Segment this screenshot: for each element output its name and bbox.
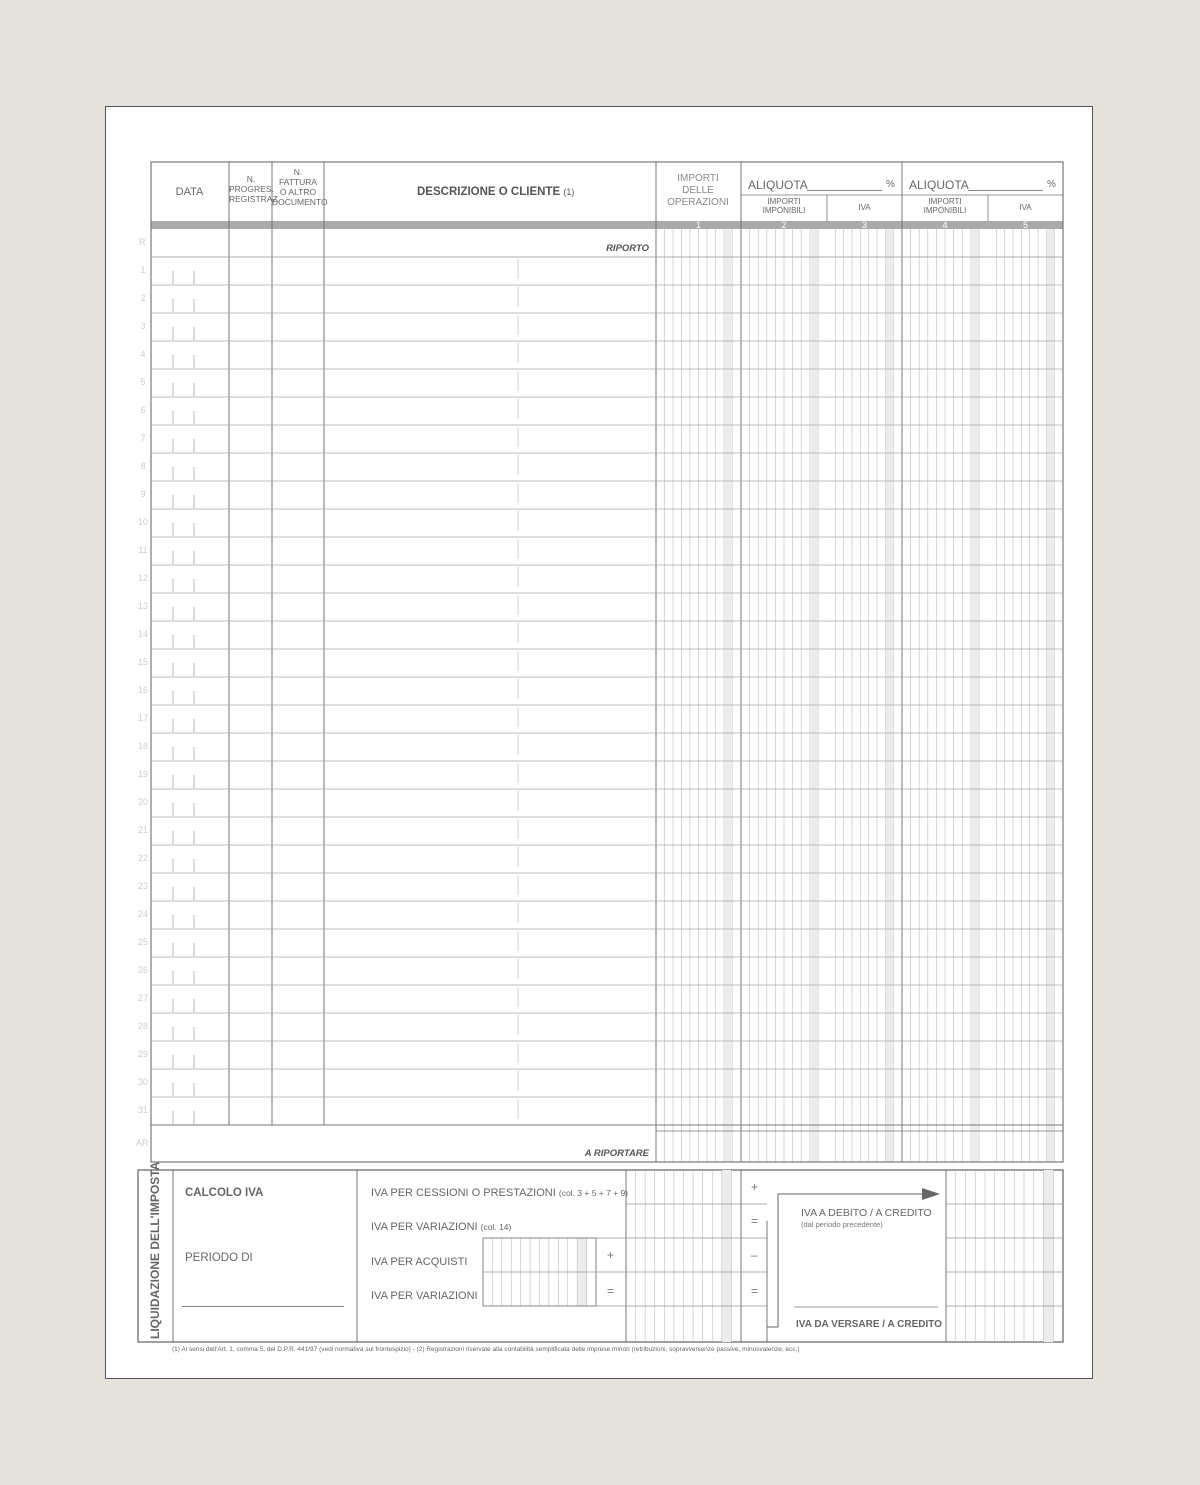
row-number: 31: [137, 1105, 148, 1115]
iva-debito-credito-label: IVA A DEBITO / A CREDITO: [801, 1207, 932, 1219]
col-number-2: 2: [781, 220, 787, 230]
row-number: 18: [137, 741, 148, 751]
final-digits-shade: [1044, 1170, 1054, 1342]
iva-cessioni-label: IVA PER CESSIONI O PRESTAZIONI (col. 3 + 5 + 7 + 9): [371, 1187, 629, 1199]
row-number: 9: [140, 489, 146, 499]
equals-sign-right-2: =: [751, 1284, 759, 1298]
row-number: 11: [138, 545, 148, 555]
calcolo-iva-label: CALCOLO IVA: [185, 1187, 264, 1199]
aliquota-line-1[interactable]: [807, 190, 882, 191]
equals-sign-right-1: =: [751, 1214, 759, 1228]
row-number: 29: [137, 1049, 148, 1059]
iva-acquisti-label: IVA PER ACQUISTI: [371, 1256, 468, 1268]
plus-sign-acquisti: +: [607, 1248, 615, 1262]
row-number: 27: [137, 993, 148, 1003]
row-number: 15: [137, 657, 148, 667]
percent-sign-1: %: [886, 179, 895, 190]
col-header-n-fattura: N. FATTURA O ALTRO DOCUMENTO: [272, 167, 328, 207]
col-number-5: 5: [1022, 220, 1028, 230]
aliquota-line-2[interactable]: [968, 190, 1043, 191]
row-number: 1: [140, 265, 146, 275]
col-header-imponibili-2: IMPORTI IMPONIBILI: [923, 197, 967, 215]
row-number: 21: [137, 825, 148, 835]
aliquota-label-1: ALIQUOTA: [748, 178, 808, 192]
row-number: 2: [140, 293, 146, 303]
row-number: 20: [137, 797, 148, 807]
a-riportare-label: A RIPORTARE: [584, 1148, 649, 1159]
iva-variazioni-2-label: IVA PER VARIAZIONI: [371, 1290, 478, 1302]
col-header-iva-1: IVA: [858, 203, 871, 212]
col-number-1: 1: [695, 220, 701, 230]
aliquota-label-2: ALIQUOTA: [909, 178, 969, 192]
row-number: 7: [140, 433, 146, 443]
row-number: 26: [137, 965, 148, 975]
minus-sign-right: –: [751, 1248, 758, 1262]
riporto-label: RIPORTO: [606, 243, 649, 254]
percent-sign-2: %: [1047, 179, 1056, 190]
register-sheet: [105, 106, 1093, 1379]
row-number: 24: [137, 909, 148, 919]
col-header-data: DATA: [175, 186, 204, 198]
col-header-iva-2: IVA: [1019, 203, 1032, 212]
col-header-n-progres: N. PROGRES. REGISTRAZ.: [229, 174, 281, 204]
cessioni-digits-shade: [722, 1170, 732, 1342]
row-number: 23: [137, 881, 148, 891]
arrow-head-icon: [922, 1188, 940, 1200]
col-number-4: 4: [942, 220, 948, 230]
col-header-imponibili-1: IMPORTI IMPONIBILI: [762, 197, 806, 215]
equals-sign-acquisti: =: [607, 1284, 615, 1298]
col-header-descrizione: DESCRIZIONE O CLIENTE (1): [417, 186, 575, 198]
row-number: 6: [140, 405, 146, 415]
iva-versare-label: IVA DA VERSARE / A CREDITO: [796, 1319, 942, 1330]
iva-debito-note: (dal periodo precedente): [801, 1220, 883, 1229]
iva-variazioni-1-label: IVA PER VARIAZIONI (col. 14): [371, 1221, 512, 1233]
row-number: 17: [137, 713, 148, 723]
row-number: 30: [137, 1077, 148, 1087]
row-number: 28: [137, 1021, 148, 1031]
plus-sign-right: +: [751, 1180, 759, 1194]
footnote: (1) Ai sensi dell'Art. 1, comma 5, del D.P.R. 441/97 (vedi normativa sul frontespizio) - (2) Registrazioni riservate alla contabilità semplificata delle imprese minori (retribuzioni, sopravvenienze passive, minusvalenze, ecc.): [172, 1346, 800, 1353]
row-number: 14: [137, 629, 148, 639]
row-number: 5: [140, 377, 146, 387]
row-number: 16: [137, 685, 148, 695]
periodo-di-line[interactable]: [182, 1306, 344, 1307]
row-number: 19: [137, 769, 148, 779]
col-header-importi: IMPORTI DELLE OPERAZIONI: [667, 173, 729, 208]
col-number-3: 3: [861, 220, 867, 230]
row-number: 3: [140, 321, 146, 331]
riporto-marker: R: [139, 237, 146, 247]
ar-marker: AR: [136, 1138, 149, 1148]
table-border: [151, 162, 1063, 1162]
row-number: 22: [137, 853, 148, 863]
row-number: 25: [137, 937, 148, 947]
periodo-di-label: PERIODO DI: [185, 1252, 253, 1264]
row-number: 12: [137, 573, 148, 583]
row-number: 4: [140, 349, 146, 359]
row-number: 8: [140, 461, 146, 471]
liquidazione-side-title: LIQUIDAZIONE DELL'IMPOSTA: [148, 1161, 162, 1339]
row-number: 13: [137, 601, 148, 611]
row-number: 10: [137, 517, 148, 527]
